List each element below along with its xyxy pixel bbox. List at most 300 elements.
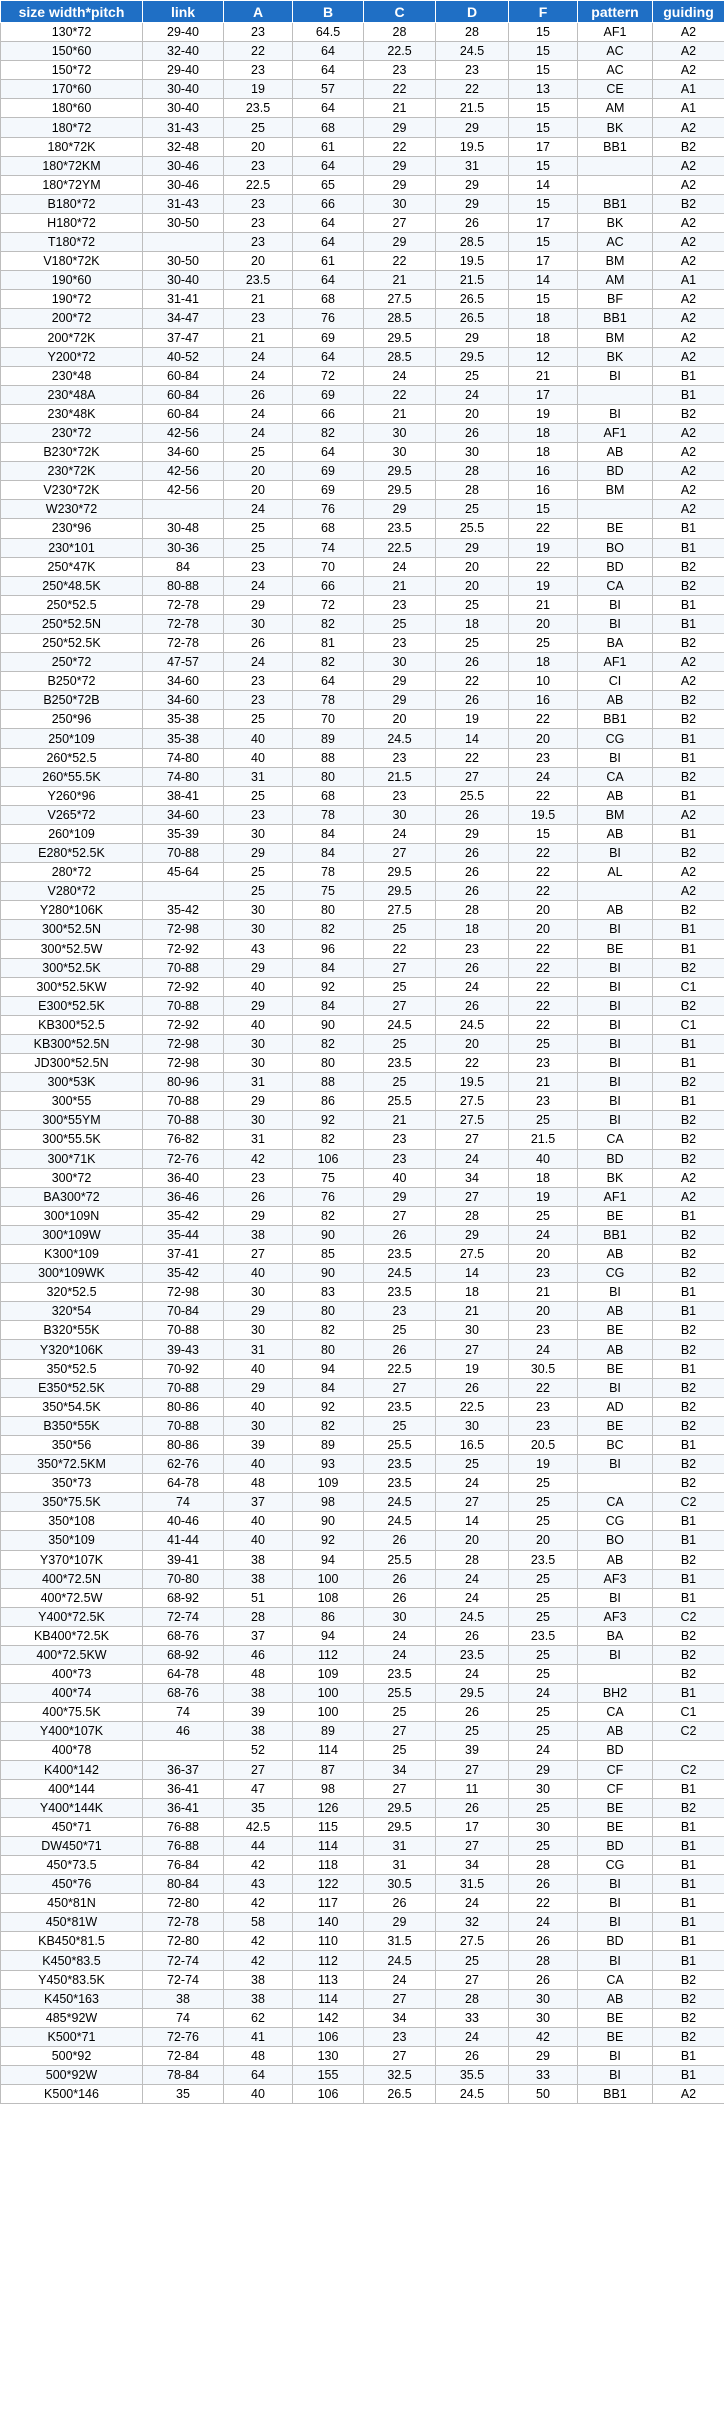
cell-c: 29.5 [364, 328, 436, 347]
cell-pattern [578, 882, 653, 901]
cell-d: 19 [436, 710, 509, 729]
table-row [1, 2027, 724, 2046]
cell-f: 25 [509, 1512, 578, 1531]
cell-b: 64 [293, 271, 364, 290]
cell-c: 29 [364, 500, 436, 519]
cell-guiding: B2 [653, 844, 724, 863]
cell-link: 47-57 [143, 653, 224, 672]
cell-link: 37-41 [143, 1245, 224, 1264]
cell-f: 22 [509, 977, 578, 996]
cell-d: 29 [436, 538, 509, 557]
cell-b: 64 [293, 347, 364, 366]
cell-c: 23.5 [364, 1283, 436, 1302]
table-row [1, 729, 724, 748]
cell-link: 72-80 [143, 1932, 224, 1951]
cell-f: 18 [509, 423, 578, 442]
cell-f: 22 [509, 882, 578, 901]
cell-b: 106 [293, 2085, 364, 2104]
cell-link: 74-80 [143, 748, 224, 767]
cell-guiding: B1 [653, 1302, 724, 1321]
table-row [1, 366, 724, 385]
table-row [1, 500, 724, 519]
cell-size: BA300*72 [1, 1187, 143, 1206]
cell-link: 74 [143, 1493, 224, 1512]
cell-b: 94 [293, 1550, 364, 1569]
cell-d: 26 [436, 213, 509, 232]
cell-size: 230*72K [1, 462, 143, 481]
cell-pattern: BD [578, 1932, 653, 1951]
cell-b: 96 [293, 939, 364, 958]
cell-size: 350*73 [1, 1474, 143, 1493]
cell-c: 30.5 [364, 1875, 436, 1894]
cell-f: 30 [509, 1817, 578, 1836]
cell-c: 25 [364, 1321, 436, 1340]
cell-link: 72-74 [143, 1951, 224, 1970]
cell-pattern: BI [578, 920, 653, 939]
cell-link: 35-39 [143, 824, 224, 843]
cell-a: 25 [224, 863, 293, 882]
cell-a: 20 [224, 481, 293, 500]
cell-pattern: BI [578, 844, 653, 863]
cell-guiding: B1 [653, 519, 724, 538]
cell-link: 72-98 [143, 1054, 224, 1073]
cell-link: 70-88 [143, 958, 224, 977]
cell-d: 27 [436, 1760, 509, 1779]
cell-b: 82 [293, 653, 364, 672]
cell-pattern: BI [578, 1913, 653, 1932]
cell-size: 180*72 [1, 118, 143, 137]
cell-link: 72-98 [143, 1283, 224, 1302]
cell-f: 20 [509, 920, 578, 939]
cell-b: 85 [293, 1245, 364, 1264]
table-row [1, 156, 724, 175]
table-row [1, 23, 724, 42]
cell-size: 300*55 [1, 1092, 143, 1111]
cell-size: E300*52.5K [1, 996, 143, 1015]
cell-size: V265*72 [1, 805, 143, 824]
cell-b: 84 [293, 1378, 364, 1397]
cell-guiding: A2 [653, 1168, 724, 1187]
cell-b: 86 [293, 1092, 364, 1111]
cell-f: 23 [509, 1092, 578, 1111]
cell-size: 450*73.5 [1, 1856, 143, 1875]
cell-size: Y370*107K [1, 1550, 143, 1569]
cell-pattern: BE [578, 2027, 653, 2046]
cell-link: 39-43 [143, 1340, 224, 1359]
cell-d: 22 [436, 748, 509, 767]
cell-b: 109 [293, 1665, 364, 1684]
cell-link: 72-78 [143, 595, 224, 614]
cell-size: Y400*107K [1, 1722, 143, 1741]
cell-pattern: AB [578, 691, 653, 710]
cell-d: 39 [436, 1741, 509, 1760]
cell-link [143, 882, 224, 901]
cell-size: 230*101 [1, 538, 143, 557]
cell-pattern: BE [578, 1416, 653, 1435]
cell-a: 23.5 [224, 271, 293, 290]
cell-pattern: AC [578, 42, 653, 61]
cell-guiding: B2 [653, 1970, 724, 1989]
cell-a: 21 [224, 328, 293, 347]
cell-link: 35-38 [143, 710, 224, 729]
cell-f: 24 [509, 767, 578, 786]
cell-guiding: C2 [653, 1760, 724, 1779]
table-row [1, 271, 724, 290]
cell-guiding: A2 [653, 328, 724, 347]
cell-a: 31 [224, 1130, 293, 1149]
cell-a: 25 [224, 786, 293, 805]
cell-link: 38-41 [143, 786, 224, 805]
cell-size: K450*83.5 [1, 1951, 143, 1970]
cell-a: 37 [224, 1626, 293, 1645]
cell-pattern: AF1 [578, 1187, 653, 1206]
table-row [1, 1397, 724, 1416]
cell-b: 113 [293, 1970, 364, 1989]
table-row [1, 977, 724, 996]
cell-size: Y400*72.5K [1, 1607, 143, 1626]
cell-size: 200*72 [1, 309, 143, 328]
table-row [1, 901, 724, 920]
cell-a: 40 [224, 977, 293, 996]
cell-a: 38 [224, 1569, 293, 1588]
cell-guiding: B1 [653, 1684, 724, 1703]
cell-c: 28.5 [364, 347, 436, 366]
cell-guiding: A2 [653, 213, 724, 232]
cell-b: 57 [293, 80, 364, 99]
cell-a: 27 [224, 1760, 293, 1779]
cell-size: 400*72.5W [1, 1588, 143, 1607]
header-a: A [224, 1, 293, 23]
cell-d: 25 [436, 634, 509, 653]
cell-pattern: AB [578, 824, 653, 843]
cell-pattern: CE [578, 80, 653, 99]
cell-d: 18 [436, 920, 509, 939]
cell-d: 26 [436, 882, 509, 901]
cell-f: 10 [509, 672, 578, 691]
cell-link: 32-40 [143, 42, 224, 61]
cell-c: 25.5 [364, 1092, 436, 1111]
cell-c: 27.5 [364, 290, 436, 309]
cell-link: 70-88 [143, 996, 224, 1015]
cell-pattern: CA [578, 1970, 653, 1989]
cell-a: 42 [224, 1856, 293, 1875]
cell-guiding: B1 [653, 1951, 724, 1970]
cell-pattern: BE [578, 1206, 653, 1225]
cell-d: 27 [436, 1187, 509, 1206]
cell-link: 36-41 [143, 1779, 224, 1798]
cell-a: 40 [224, 1397, 293, 1416]
cell-f: 33 [509, 2066, 578, 2085]
cell-d: 30 [436, 443, 509, 462]
cell-a: 25 [224, 443, 293, 462]
cell-a: 26 [224, 634, 293, 653]
cell-b: 64 [293, 156, 364, 175]
cell-a: 23 [224, 194, 293, 213]
table-row [1, 1130, 724, 1149]
table-row [1, 1455, 724, 1474]
cell-link: 72-92 [143, 1015, 224, 1034]
table-row [1, 672, 724, 691]
cell-b: 112 [293, 1951, 364, 1970]
cell-size: V180*72K [1, 252, 143, 271]
cell-a: 30 [224, 1283, 293, 1302]
cell-d: 20 [436, 576, 509, 595]
cell-c: 24 [364, 557, 436, 576]
cell-link: 34-60 [143, 691, 224, 710]
cell-pattern: AB [578, 1245, 653, 1264]
table-row [1, 462, 724, 481]
cell-f: 24 [509, 1225, 578, 1244]
cell-b: 140 [293, 1913, 364, 1932]
cell-link: 68-76 [143, 1684, 224, 1703]
cell-b: 70 [293, 557, 364, 576]
cell-link: 42-56 [143, 462, 224, 481]
cell-d: 23.5 [436, 1645, 509, 1664]
cell-d: 14 [436, 1264, 509, 1283]
cell-d: 24.5 [436, 42, 509, 61]
cell-a: 25 [224, 882, 293, 901]
cell-f: 12 [509, 347, 578, 366]
cell-b: 92 [293, 1531, 364, 1550]
cell-size: K500*71 [1, 2027, 143, 2046]
cell-d: 24 [436, 385, 509, 404]
cell-c: 25 [364, 1741, 436, 1760]
cell-c: 29 [364, 691, 436, 710]
cell-c: 27 [364, 1378, 436, 1397]
cell-f: 21 [509, 595, 578, 614]
cell-guiding: A2 [653, 443, 724, 462]
cell-c: 25 [364, 977, 436, 996]
cell-guiding: A2 [653, 118, 724, 137]
cell-f: 22 [509, 1015, 578, 1034]
table-row [1, 2085, 724, 2104]
table-row [1, 1836, 724, 1855]
cell-f: 23 [509, 1054, 578, 1073]
cell-a: 29 [224, 1302, 293, 1321]
cell-size: 150*60 [1, 42, 143, 61]
cell-pattern: BM [578, 328, 653, 347]
cell-d: 26 [436, 1798, 509, 1817]
cell-guiding: B2 [653, 1626, 724, 1645]
cell-size: K300*109 [1, 1245, 143, 1264]
cell-c: 24.5 [364, 1951, 436, 1970]
cell-a: 64 [224, 2066, 293, 2085]
cell-a: 24 [224, 366, 293, 385]
cell-f: 25 [509, 1798, 578, 1817]
cell-pattern: BB1 [578, 710, 653, 729]
cell-b: 80 [293, 1340, 364, 1359]
cell-pattern [578, 1474, 653, 1493]
table-row [1, 175, 724, 194]
cell-d: 27.5 [436, 1111, 509, 1130]
table-row [1, 1359, 724, 1378]
cell-a: 24 [224, 423, 293, 442]
cell-c: 25 [364, 1703, 436, 1722]
cell-size: 400*72.5KW [1, 1645, 143, 1664]
cell-guiding: B1 [653, 1359, 724, 1378]
cell-guiding: B2 [653, 1989, 724, 2008]
cell-link: 76-84 [143, 1856, 224, 1875]
cell-d: 14 [436, 729, 509, 748]
cell-b: 75 [293, 1168, 364, 1187]
cell-b: 142 [293, 2008, 364, 2027]
cell-b: 64.5 [293, 23, 364, 42]
cell-guiding: B2 [653, 1474, 724, 1493]
cell-b: 110 [293, 1932, 364, 1951]
cell-link: 30-48 [143, 519, 224, 538]
cell-c: 23.5 [364, 1245, 436, 1264]
cell-d: 27 [436, 767, 509, 786]
cell-f: 22 [509, 844, 578, 863]
cell-c: 28.5 [364, 309, 436, 328]
cell-link: 76-82 [143, 1130, 224, 1149]
cell-link: 41-44 [143, 1531, 224, 1550]
cell-pattern: CA [578, 1493, 653, 1512]
cell-d: 26 [436, 996, 509, 1015]
cell-f: 24 [509, 1684, 578, 1703]
cell-c: 22.5 [364, 538, 436, 557]
cell-link: 40-52 [143, 347, 224, 366]
cell-c: 21.5 [364, 767, 436, 786]
cell-f: 23.5 [509, 1550, 578, 1569]
table-row [1, 882, 724, 901]
cell-guiding: C2 [653, 1493, 724, 1512]
cell-d: 27 [436, 1340, 509, 1359]
cell-link: 72-74 [143, 1970, 224, 1989]
cell-link: 70-80 [143, 1569, 224, 1588]
cell-c: 27 [364, 1989, 436, 2008]
cell-guiding: B1 [653, 1856, 724, 1875]
cell-pattern: BD [578, 1836, 653, 1855]
cell-d: 18 [436, 1283, 509, 1302]
cell-guiding: B1 [653, 1588, 724, 1607]
cell-b: 84 [293, 844, 364, 863]
cell-link: 74 [143, 2008, 224, 2027]
cell-link: 30-46 [143, 156, 224, 175]
cell-pattern: BE [578, 519, 653, 538]
cell-c: 21 [364, 99, 436, 118]
cell-b: 114 [293, 1836, 364, 1855]
cell-size: 300*53K [1, 1073, 143, 1092]
cell-f: 18 [509, 1168, 578, 1187]
cell-a: 42 [224, 1894, 293, 1913]
cell-pattern: CG [578, 729, 653, 748]
cell-link: 80-96 [143, 1073, 224, 1092]
cell-guiding: A2 [653, 805, 724, 824]
cell-f: 20.5 [509, 1435, 578, 1454]
cell-link: 72-84 [143, 2046, 224, 2065]
cell-a: 23 [224, 61, 293, 80]
cell-guiding: A2 [653, 42, 724, 61]
cell-pattern: AC [578, 233, 653, 252]
cell-c: 23.5 [364, 1397, 436, 1416]
cell-size: 200*72K [1, 328, 143, 347]
cell-a: 24 [224, 576, 293, 595]
cell-c: 23.5 [364, 519, 436, 538]
cell-a: 24 [224, 500, 293, 519]
cell-a: 40 [224, 1015, 293, 1034]
cell-a: 20 [224, 252, 293, 271]
cell-c: 29.5 [364, 863, 436, 882]
cell-guiding: B1 [653, 1875, 724, 1894]
cell-a: 37 [224, 1493, 293, 1512]
cell-d: 26 [436, 423, 509, 442]
cell-link: 70-88 [143, 844, 224, 863]
table-row [1, 576, 724, 595]
table-row [1, 481, 724, 500]
cell-guiding: B2 [653, 1416, 724, 1435]
table-row [1, 1989, 724, 2008]
cell-b: 84 [293, 958, 364, 977]
cell-size: Y450*83.5K [1, 1970, 143, 1989]
cell-pattern [578, 175, 653, 194]
table-row [1, 385, 724, 404]
cell-link: 34-47 [143, 309, 224, 328]
cell-pattern: BE [578, 2008, 653, 2027]
table-row [1, 309, 724, 328]
cell-f: 28 [509, 1856, 578, 1875]
cell-c: 26 [364, 1225, 436, 1244]
cell-c: 27 [364, 1206, 436, 1225]
cell-a: 23 [224, 805, 293, 824]
cell-d: 19 [436, 1359, 509, 1378]
cell-size: 180*72KM [1, 156, 143, 175]
cell-a: 23 [224, 1168, 293, 1187]
cell-a: 42 [224, 1149, 293, 1168]
cell-link: 30-50 [143, 213, 224, 232]
cell-guiding: A1 [653, 80, 724, 99]
cell-pattern: AF1 [578, 653, 653, 672]
cell-pattern [578, 500, 653, 519]
cell-size: 190*60 [1, 271, 143, 290]
cell-pattern: BB1 [578, 309, 653, 328]
cell-link: 35 [143, 2085, 224, 2104]
cell-b: 76 [293, 1187, 364, 1206]
cell-guiding: B2 [653, 1550, 724, 1569]
cell-pattern: AM [578, 271, 653, 290]
cell-guiding: B2 [653, 1149, 724, 1168]
cell-d: 24 [436, 2027, 509, 2046]
cell-pattern: BI [578, 1283, 653, 1302]
table-row [1, 1607, 724, 1626]
cell-pattern: BI [578, 595, 653, 614]
cell-a: 24 [224, 347, 293, 366]
cell-guiding [653, 1741, 724, 1760]
cell-c: 23 [364, 595, 436, 614]
cell-link: 70-88 [143, 1416, 224, 1435]
cell-b: 109 [293, 1474, 364, 1493]
cell-pattern: BE [578, 1798, 653, 1817]
cell-link: 74 [143, 1703, 224, 1722]
cell-guiding: A2 [653, 882, 724, 901]
cell-a: 62 [224, 2008, 293, 2027]
cell-d: 20 [436, 404, 509, 423]
cell-pattern: CG [578, 1856, 653, 1875]
cell-d: 29.5 [436, 347, 509, 366]
cell-pattern: BI [578, 1894, 653, 1913]
table-row [1, 958, 724, 977]
cell-b: 75 [293, 882, 364, 901]
cell-f: 20 [509, 729, 578, 748]
cell-link: 29-40 [143, 61, 224, 80]
cell-d: 28 [436, 481, 509, 500]
cell-size: W230*72 [1, 500, 143, 519]
cell-c: 23 [364, 634, 436, 653]
cell-d: 20 [436, 1034, 509, 1053]
cell-d: 14 [436, 1512, 509, 1531]
header-size: size width*pitch [1, 1, 143, 23]
cell-d: 22 [436, 1054, 509, 1073]
